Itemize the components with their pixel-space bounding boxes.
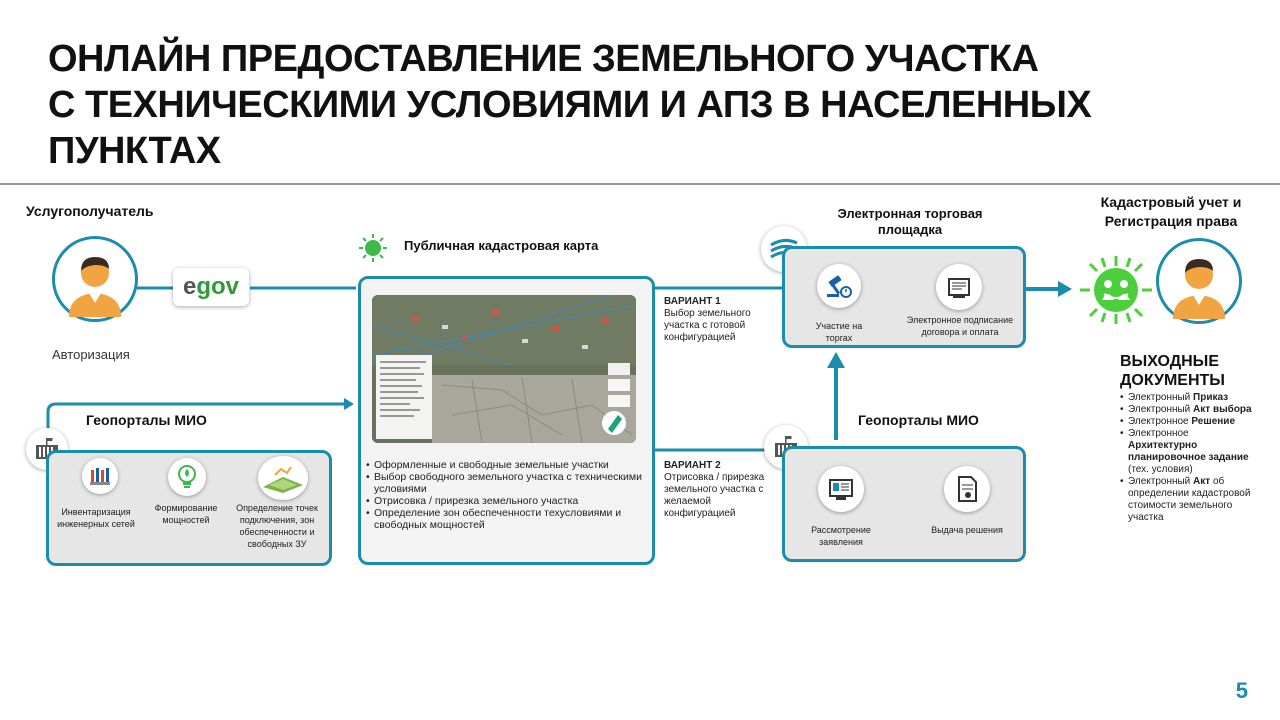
etp-label	[800, 206, 1020, 238]
etp-label-line-2: площадка	[877, 222, 943, 237]
cadastral-map-label: Публичная кадастровая карта	[404, 238, 599, 253]
map-feature-2: • Выбор свободного земельного участка с техническими условиями	[366, 471, 648, 495]
cadastre-label-line-2: Регистрация права	[1104, 213, 1238, 229]
map-feature-4: • Определение зон обеспеченности техусловиями и свободных мощностей	[366, 507, 648, 531]
output-docs-title	[1120, 352, 1225, 390]
title-line-3: ПУНКТАХ	[48, 130, 221, 172]
bulb-icon	[168, 458, 206, 496]
title-line-2: С ТЕХНИЧЕСКИМИ УСЛОВИЯМИ И АПЗ В НАСЕЛЕННЫХ	[48, 84, 1092, 126]
cadastre-label-line-1: Кадастровый учет и	[1100, 194, 1242, 210]
mio-left-item-2: Формирование мощностей	[154, 503, 218, 525]
page-number: 5	[1235, 678, 1248, 703]
official-avatar	[1156, 238, 1242, 324]
output-docs-list	[1120, 392, 1258, 524]
etp-item-1: Участие на торгах	[815, 321, 863, 343]
cadastre-label	[1074, 193, 1268, 231]
recipient-avatar	[52, 236, 138, 322]
title-line-1: ОНЛАЙН ПРЕДОСТАВЛЕНИЕ ЗЕМЕЛЬНОГО УЧАСТКА	[48, 38, 1039, 80]
arrow-head-mio-map	[344, 398, 354, 410]
person-icon	[1159, 241, 1239, 321]
egov-gov: gov	[196, 273, 240, 300]
variant-2-block	[664, 460, 780, 520]
mio-right-item-2: Выдача решения	[931, 525, 1003, 535]
sun-logo-icon	[358, 233, 398, 263]
output-doc-item: • Электронное Архитектурно планировочное задание (тех. условия)	[1120, 428, 1258, 476]
egov-e: e	[182, 273, 197, 300]
output-doc-item: • Электронный Приказ	[1120, 392, 1258, 404]
output-doc-item: • Электронный Акт выбора	[1120, 404, 1258, 416]
etp-label-line-1: Электронная торговая	[837, 206, 983, 221]
map-feature-1: • Оформленные и свободные земельные участки	[366, 459, 648, 471]
variant-1-block	[664, 296, 780, 344]
land-plot-icon	[258, 456, 308, 500]
cadastral-map-features	[366, 459, 648, 531]
mio-left-item-1: Инвентаризация инженерных сетей	[57, 507, 135, 529]
arrow-head-mio-etp	[827, 352, 845, 368]
variant-1-text: Выбор земельного участка с готовой конфигурацией	[664, 308, 751, 343]
pipes-icon	[82, 458, 118, 494]
auction-icon	[817, 264, 861, 308]
mio-right-label: Геопорталы МИО	[858, 412, 979, 428]
output-doc-item: • Электронный Акт об определении кадастровой стоимости земельного участка	[1120, 476, 1258, 524]
mio-right-item-1: Рассмотрение заявления	[811, 525, 871, 547]
output-doc-item: • Электронное Решение	[1120, 416, 1258, 428]
egov-logo[interactable]	[173, 268, 249, 306]
review-icon	[818, 466, 864, 512]
registration-sun-icon	[1078, 254, 1154, 326]
person-icon	[55, 239, 135, 319]
map-preview-image	[372, 295, 636, 443]
variant-2-title: ВАРИАНТ 2	[664, 460, 721, 471]
mio-left-label: Геопорталы МИО	[86, 412, 207, 428]
map-feature-3: • Отрисовка / прирезка земельного участка	[366, 495, 648, 507]
output-docs-title-1: ВЫХОДНЫЕ	[1120, 353, 1219, 370]
variant-2-text: Отрисовка / прирезка земельного участка с желаемой конфигурацией	[664, 472, 765, 519]
mio-left-item-3: Определение точек подключения, зон обеспеченности и свободных ЗУ	[236, 503, 318, 549]
recipient-label: Услугополучатель	[26, 203, 154, 219]
output-docs-title-2: ДОКУМЕНТЫ	[1120, 372, 1225, 389]
decision-icon	[944, 466, 990, 512]
auth-label: Авторизация	[52, 347, 130, 362]
variant-1-title: ВАРИАНТ 1	[664, 296, 721, 307]
arrow-head-etp-cadastre	[1058, 281, 1072, 297]
etp-item-2: Электронное подписание договора и оплата	[906, 315, 1014, 337]
contract-icon	[936, 264, 982, 310]
